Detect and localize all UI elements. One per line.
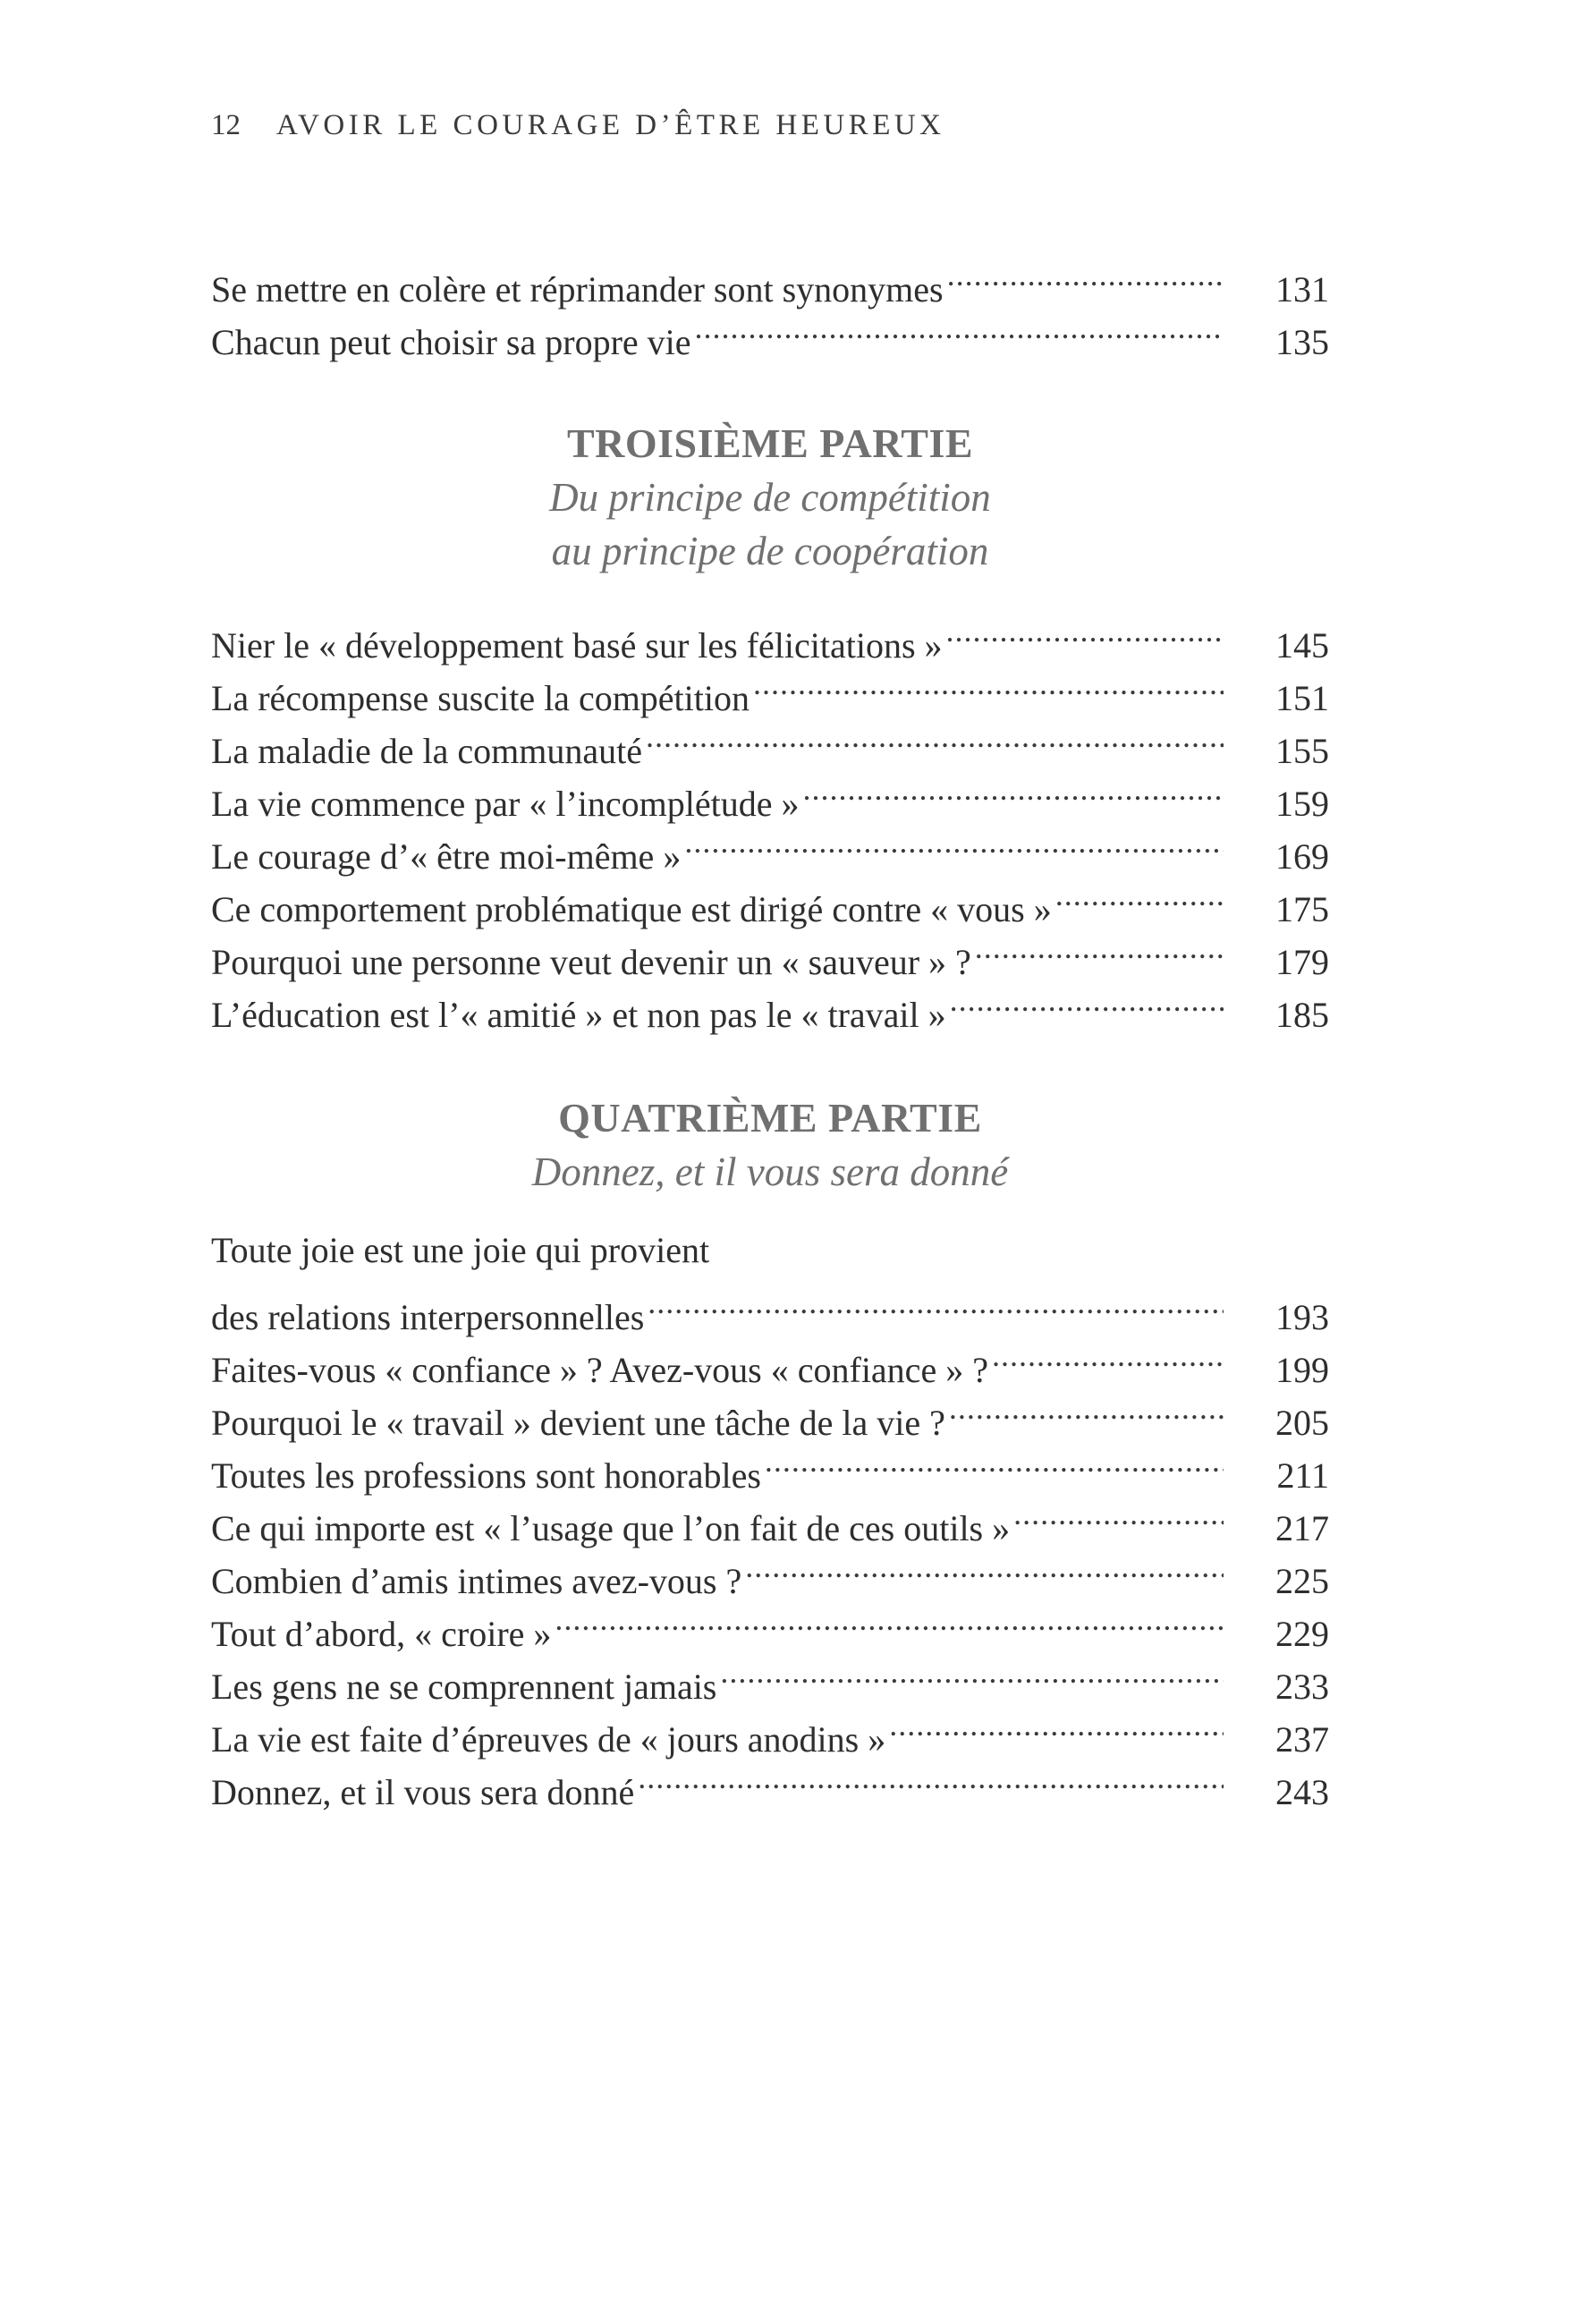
toc-entry-label: Les gens ne se comprennent jamais (211, 1667, 717, 1707)
dot-leader (889, 1699, 1224, 1751)
dot-leader (648, 1277, 1224, 1329)
toc-entry-page: 145 (1275, 625, 1329, 666)
toc-entry-label: Ce comportement problématique est dirigé contre « vous » (211, 889, 1052, 929)
dot-leader (638, 1751, 1224, 1804)
dot-leader (1055, 869, 1224, 921)
toc-entry-label: Faites-vous « confiance » ? Avez-vous « confiance » ? (211, 1350, 988, 1390)
dot-leader (949, 1382, 1224, 1435)
dot-leader (950, 974, 1224, 1027)
dot-leader (946, 605, 1224, 657)
dot-leader (1013, 1488, 1224, 1540)
toc-entry-page: 217 (1275, 1508, 1329, 1548)
dot-leader (745, 1540, 1224, 1593)
toc-entry-label: La vie est faite d’épreuves de « jours anodins » (211, 1719, 886, 1760)
running-head (211, 109, 945, 142)
toc-entry-page: 185 (1275, 995, 1329, 1035)
toc-entry-label: L’éducation est l’« amitié » et non pas le « travail » (211, 995, 946, 1035)
part-4-subtitle: Donnez, et il vous sera donné (531, 1149, 1009, 1194)
toc-entry-page: 211 (1276, 1455, 1329, 1496)
dot-leader (646, 710, 1224, 763)
page-number: 12 (211, 109, 241, 141)
toc-entry-label: La vie commence par « l’incomplétude » (211, 784, 800, 824)
part-4-entries (211, 1224, 1329, 1812)
toc-entry-page: 205 (1275, 1403, 1329, 1443)
toc-entry-first-line[interactable]: Toute joie est une joie qui provient (211, 1230, 710, 1270)
toc-entry-page: 179 (1275, 942, 1329, 982)
toc-entry-page: 151 (1275, 678, 1329, 718)
toc-entry-label: Tout d’abord, « croire » (211, 1614, 552, 1654)
toc-entry-label: Ce qui importe est « l’usage que l’on fait de ces outils » (211, 1508, 1011, 1548)
toc-entry-page: 225 (1275, 1561, 1329, 1601)
dot-leader (803, 763, 1224, 816)
toc-entry-label: Le courage d’« être moi-même » (211, 836, 682, 877)
toc-entry-label: Chacun peut choisir sa propre vie (211, 322, 691, 362)
toc-entry-label: Donnez, et il vous sera donné (211, 1772, 635, 1812)
part-4-title: QUATRIÈME PARTIE (558, 1095, 982, 1141)
toc-entry-page: 159 (1275, 784, 1329, 824)
dot-leader (992, 1329, 1224, 1382)
toc-entry-label: des relations interpersonnelles (211, 1297, 645, 1337)
toc-entry-page: 169 (1275, 836, 1329, 877)
dot-leader (765, 1435, 1224, 1488)
toc-entry-page: 175 (1275, 889, 1329, 929)
part-3-subtitle-line-2: au principe de coopération (551, 529, 989, 573)
toc-entry-page: 233 (1275, 1667, 1329, 1707)
toc-entry-page: 237 (1275, 1719, 1329, 1760)
part-3-entries (211, 605, 1329, 1035)
toc-entry-label: La récompense suscite la compétition (211, 678, 750, 718)
toc-entry-page: 131 (1275, 269, 1329, 310)
dot-leader (720, 1646, 1224, 1699)
toc-entry-label: Toutes les professions sont honorables (211, 1455, 761, 1496)
dot-leader (684, 816, 1224, 869)
part-3-heading (211, 417, 1329, 578)
toc-entry[interactable] (211, 249, 1329, 310)
toc-entry-page: 243 (1275, 1772, 1329, 1812)
dot-leader (975, 921, 1224, 974)
toc-entry[interactable] (211, 1277, 1329, 1337)
dot-leader (753, 657, 1224, 710)
toc-entry-page: 199 (1275, 1350, 1329, 1390)
dot-leader (695, 301, 1224, 354)
toc-continued-entries (211, 249, 1329, 362)
book-title: AVOIR LE COURAGE D’ÊTRE HEUREUX (276, 109, 945, 141)
toc-entry-page: 155 (1275, 731, 1329, 771)
toc-entry-label: Combien d’amis intimes avez-vous ? (211, 1561, 742, 1601)
part-4-heading (211, 1091, 1329, 1199)
dot-leader (947, 249, 1224, 301)
part-3-subtitle-line-1: Du principe de compétition (549, 475, 991, 520)
toc-entry-page: 135 (1275, 322, 1329, 362)
toc-entry-label: La maladie de la communauté (211, 731, 643, 771)
toc-entry-label: Pourquoi le « travail » devient une tâche de la vie ? (211, 1403, 945, 1443)
toc-entry-label: Pourquoi une personne veut devenir un « sauveur » ? (211, 942, 971, 982)
toc-entry[interactable] (211, 605, 1329, 666)
toc-entry-page: 193 (1275, 1297, 1329, 1337)
toc-entry-page: 229 (1275, 1614, 1329, 1654)
dot-leader (555, 1593, 1224, 1646)
toc-entry-label: Se mettre en colère et réprimander sont synonymes (211, 269, 944, 310)
part-3-title: TROISIÈME PARTIE (566, 420, 974, 466)
toc-entry-label: Nier le « développement basé sur les félicitations » (211, 625, 943, 666)
